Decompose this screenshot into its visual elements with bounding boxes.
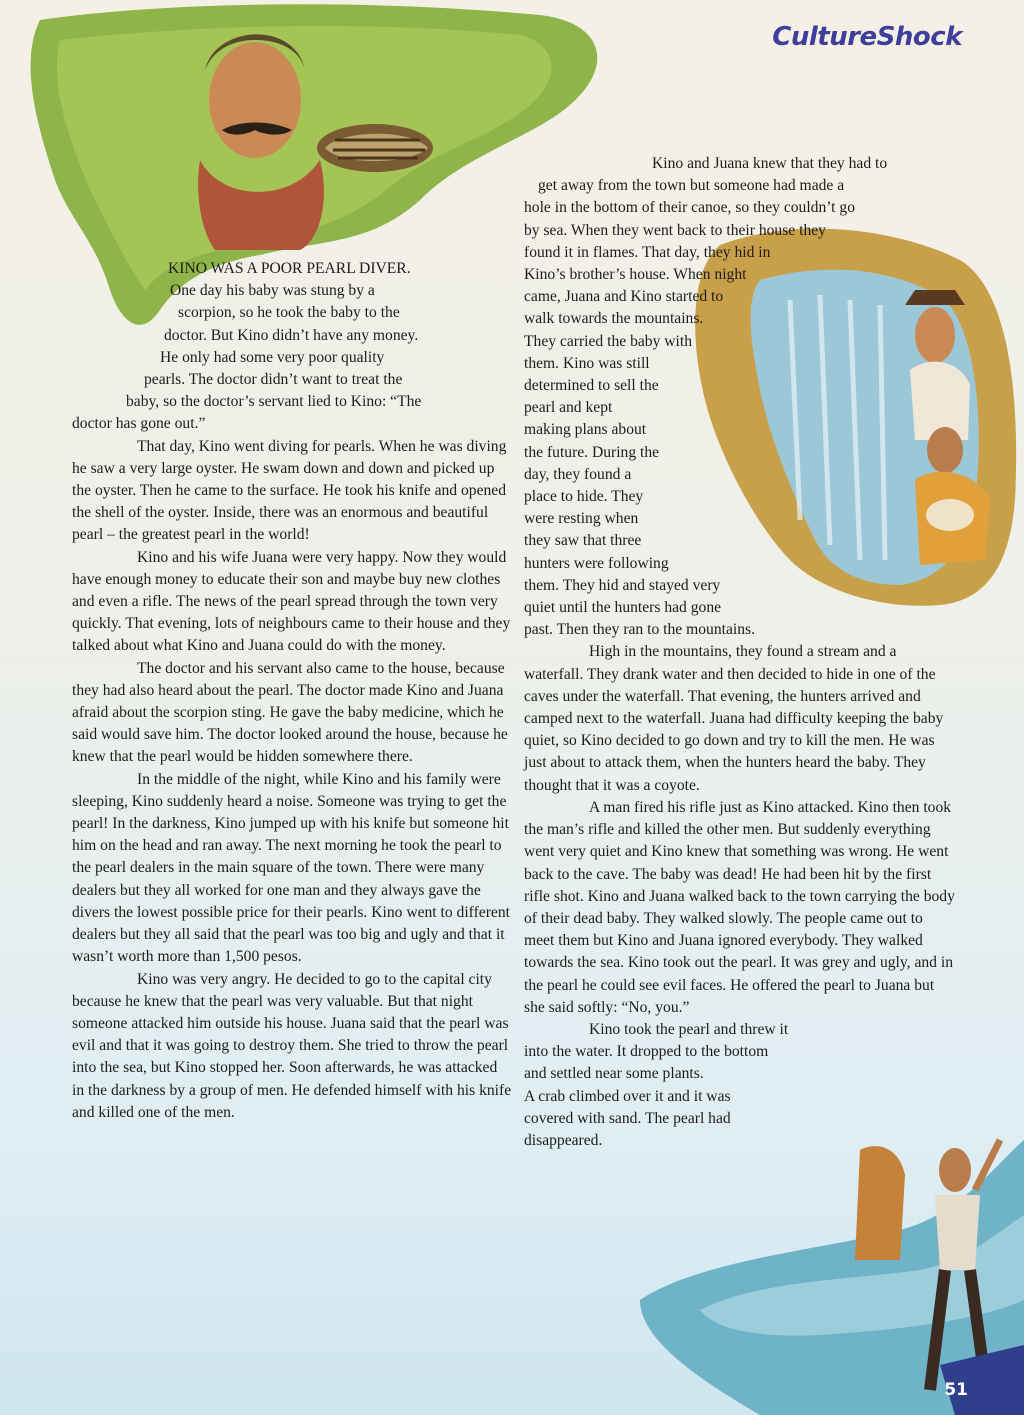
closing-line: covered with sand. The pearl had <box>524 1109 731 1127</box>
left-column <box>72 258 512 1124</box>
closing-line: Kino took the pearl and threw it <box>589 1020 789 1038</box>
closing-line: into the water. It dropped to the bottom <box>524 1043 769 1061</box>
opening-line: they saw that three <box>524 532 642 550</box>
closing-line: A crab climbed over it and it was <box>524 1087 731 1105</box>
opening-line: were resting when <box>524 510 639 528</box>
page-number: 51 <box>944 1380 968 1400</box>
opening-line: hole in the bottom of their canoe, so they couldn’t go <box>524 199 856 217</box>
story-paragraph: In the middle of the night, while Kino and his family were sleeping, Kino suddenly heard a noise. Someone was trying to get the pearl! In the darkness, Kino jumped up with his knife but someone hit him on the head and ran away. The next morning he took the pearl to the pearl dealers in the main square of the town. There were many dealers but they all worked for one man and they always gave the divers the lowest possible price for their pearls. Kino went to different dealers but they all said that the pearl was too big and ugly and that it wasn’t worth more than 1,500 pesos. <box>72 770 510 966</box>
story-paragraph: Kino was very angry. He decided to go to the capital city because he knew that the pearl was very valuable. But that night someone attacked him outside his house. Juana said that the pearl was evil and that it was going to destroy them. She tried to throw the pearl into the sea, but Kino stopped her. Soon afterwards, he was attacked in the darkness by a group of men. He defended himself with his knife and killed one of the men. <box>72 970 512 1121</box>
opening-line: making plans about <box>524 421 647 439</box>
opening-line: scorpion, so he took the baby to the <box>178 304 400 322</box>
story-paragraph: Kino and his wife Juana were very happy. Now they would have enough money to educate their son and maybe buy new clothes and even a rifle. The news of the pearl spread through the town very quickly. That evening, lots of neighbours came to their house and they talked about what Kino and Juana could do with the money. <box>72 548 511 655</box>
opening-line: walk towards the mountains. <box>524 310 704 328</box>
diver-face <box>209 42 301 158</box>
opening-line: He only had some very poor quality <box>160 348 385 366</box>
throwing-kino-figure <box>939 1148 971 1192</box>
opening-line: by sea. When they went back to their house they <box>524 221 826 239</box>
opening-line: baby, so the doctor’s servant lied to Kino: “The <box>126 393 422 411</box>
opening-line: Kino and Juana knew that they had to <box>652 155 888 172</box>
opening-line: the future. During the <box>524 443 660 461</box>
opening-line: get away from the town but someone had made a <box>538 177 845 195</box>
opening-line: One day his baby was stung by a <box>170 282 375 300</box>
closing-line: and settled near some plants. <box>524 1065 704 1083</box>
opening-line: pearl and kept <box>524 399 613 417</box>
opening-line: They carried the baby with <box>524 332 692 350</box>
opening-line: them. They hid and stayed very <box>524 576 721 594</box>
opening-line: doctor has gone out.” <box>72 415 206 433</box>
opening-line: pearls. The doctor didn’t want to treat the <box>144 371 403 389</box>
opening-line: Kino’s brother’s house. When night <box>524 266 747 284</box>
opening-line: them. Kino was still <box>524 354 650 372</box>
opening-line: quiet until the hunters had gone <box>524 599 722 617</box>
story-paragraph: High in the mountains, they found a stream and a waterfall. They drank water and then decided to hide in one of the caves under the waterfall. That evening, the hunters arrived and camped next to the waterfall. Juana had difficulty keeping the baby quiet, so Kino decided to go down and try to kill the men. He was just about to attack them, when the hunters heard the baby. They thought that it was a coyote. <box>524 643 944 794</box>
sea-illustration <box>640 1140 1024 1415</box>
opening-line: found it in flames. That day, they hid in <box>524 243 771 261</box>
story-paragraph: The doctor and his servant also came to the house, because they had also heard about the pearl. The doctor made Kino and Juana afraid about the scorpion sting. He gave the baby medicine, which he said would save him. The doctor looked around the house, because he knew that the pearl would be hidden somewhere there. <box>72 659 508 766</box>
opening-line: hunters were following <box>524 554 669 572</box>
opening-line: determined to sell the <box>524 377 659 395</box>
opening-line: past. Then they ran to the mountains. <box>524 621 755 639</box>
story-paragraph: That day, Kino went diving for pearls. When he was diving he saw a very large oyster. He swam down and down and picked up the oyster. Then he came to the surface. He took his knife and opened the shell of the oyster. Inside, there was an enormous and beautiful pearl – the greatest pearl in the world! <box>72 437 507 544</box>
story-paragraph: A man fired his rifle just as Kino attacked. Kino then took the man’s rifle and killed the other men. But suddenly everything went very quiet and Kino knew that something was wrong. He went back to the cave. The baby was dead! He had been hit by the first rifle shot. Kino and Juana walked back to the town carrying the body of their dead baby. They walked slowly. The people came out to meet them but Kino and Juana ignored everybody. They walked towards the sea. Kino took out the pearl. It was grey and ugly, and in the pearl he could see evil faces. He offered the pearl to Juana but she said softly: “No, you.” <box>524 798 955 1016</box>
opening-line: KINO WAS A POOR PEARL DIVER. <box>168 260 411 277</box>
opening-line: place to hide. They <box>524 488 644 506</box>
opening-line: day, they found a <box>524 465 632 483</box>
closing-line: disappeared. <box>524 1131 603 1149</box>
opening-line: doctor. But Kino didn’t have any money. <box>164 326 419 344</box>
section-label: CultureShock <box>772 22 962 52</box>
right-column <box>524 153 956 1152</box>
opening-line: came, Juana and Kino started to <box>524 288 724 306</box>
